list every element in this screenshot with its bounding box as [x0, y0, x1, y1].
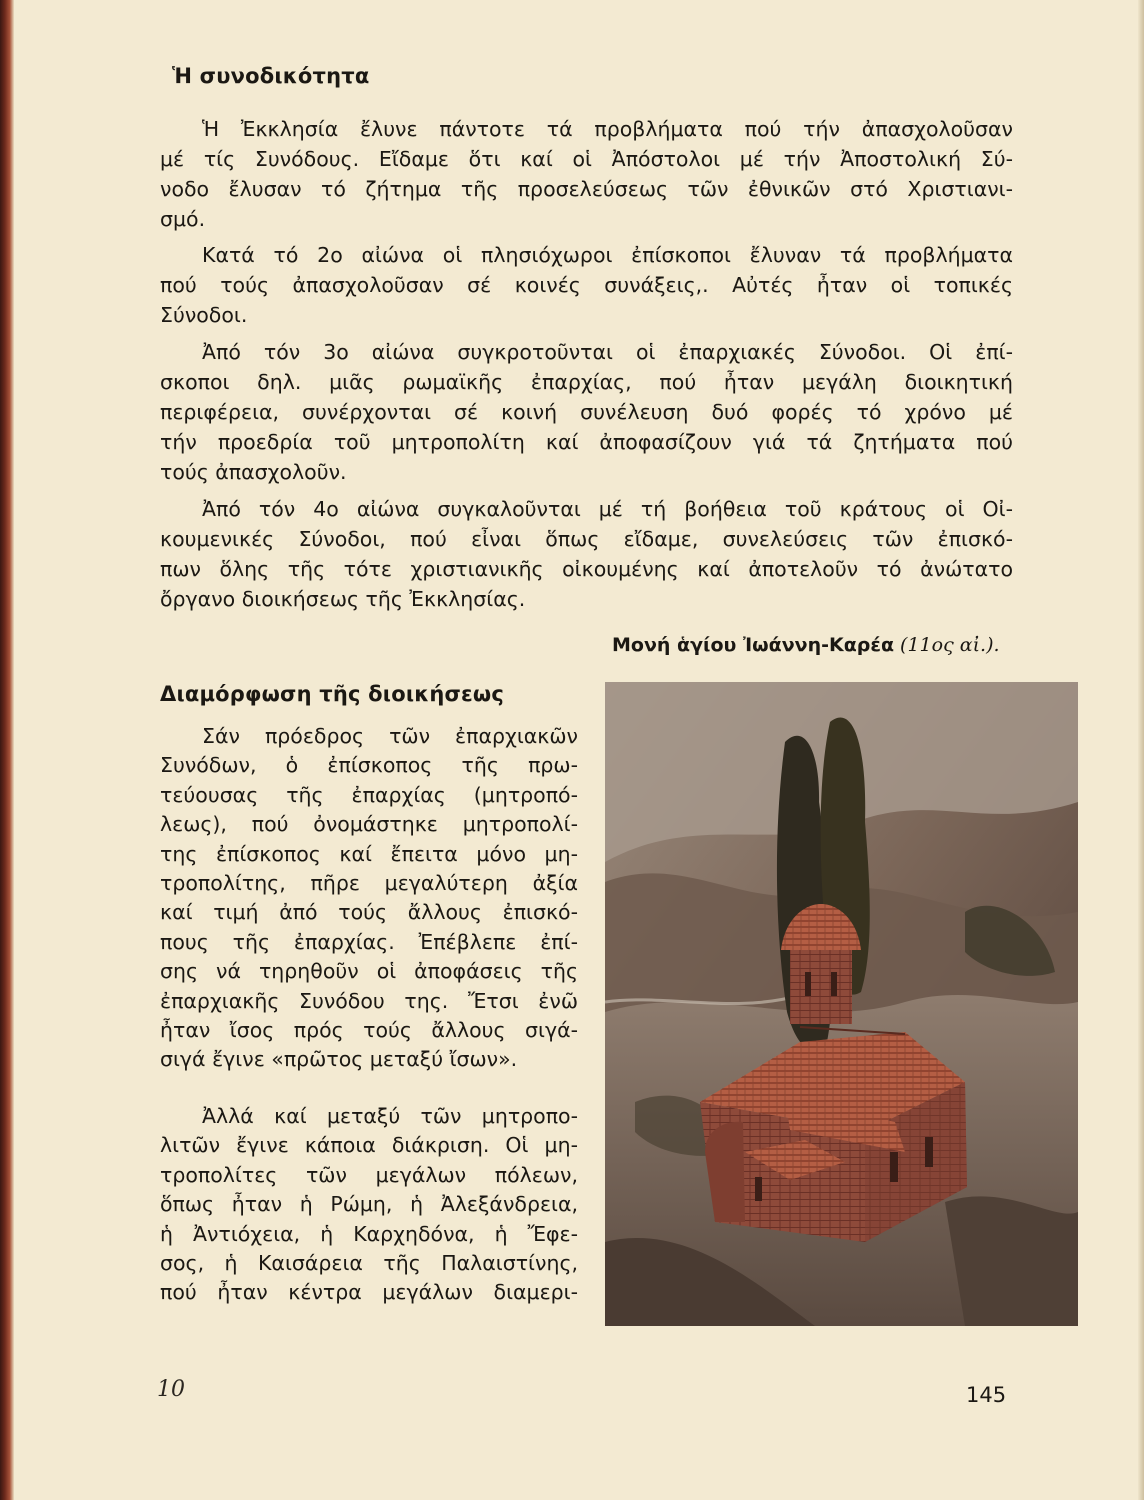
text-line: λεως), πού ὀνομάστηκε μητροπολί-: [160, 812, 578, 837]
page-edge-left: [0, 0, 14, 1500]
monastery-photo: [605, 682, 1078, 1326]
page-edge-right: [1138, 0, 1144, 1500]
text-line: πων ὅλης τῆς τότε χριστιανικῆς οἰκουμένης καί ἀποτελοῦν τό ἀνώτατο: [160, 557, 1013, 581]
caption-title: Μονή ἁγίου Ἰωάννη-Καρέα: [612, 634, 894, 656]
section-heading-synodality: Ἡ συνοδικότητα: [172, 64, 370, 88]
text-line: σιγά ἔγινε «πρῶτος μεταξύ ἴσων».: [160, 1047, 518, 1072]
paragraph-5: [160, 722, 578, 1075]
text-line: κουμενικές Σύνοδοι, πού εἶναι ὅπως εἴδαμε, συνελεύσεις τῶν ἐπισκό-: [160, 527, 1013, 551]
text-line: ὅπως ἦταν ἡ Ρώμη, ἡ Ἀλεξάνδρεια,: [160, 1192, 578, 1217]
paragraph-3: [160, 337, 1013, 487]
text-line: σης νά τηρηθοῦν οἱ ἀποφάσεις τῆς: [160, 959, 578, 984]
paragraph-2: [160, 240, 1013, 330]
text-line: τροπολίτες τῶν μεγάλων πόλεων,: [160, 1162, 578, 1187]
text-line: πού τούς ἀπασχολοῦσαν σέ κοινές συνάξεις,. Αὐτές ἦταν οἱ τοπικές: [160, 273, 1013, 297]
text-line: ἡ Ἀντιόχεια, ἡ Καρχηδόνα, ἡ Ἔφε-: [160, 1221, 578, 1246]
text-line: πους τῆς ἐπαρχίας. Ἐπέβλεπε ἐπί-: [160, 929, 578, 954]
paragraph-1: [160, 114, 1013, 234]
text-line: σμό.: [160, 207, 206, 231]
text-line: τήν προεδρία τοῦ μητροπολίτη καί ἀποφασίζουν γιά τά ζητήματα πού: [160, 430, 1013, 454]
text-line: τεύουσας τῆς ἐπαρχίας (μητροπό-: [160, 782, 578, 807]
text-line: Ἀπό τόν 3ο αἰώνα συγκροτοῦνται οἱ ἐπαρχιακές Σύνοδοι. Οἱ ἐπί-: [202, 340, 1013, 364]
paragraph-4: [160, 494, 1013, 614]
text-line: ἐπαρχιακῆς Συνόδου της. Ἔτσι ἐνῶ: [160, 988, 578, 1013]
caption-date: (11ος αἰ.).: [900, 634, 1000, 656]
text-line: Ἀλλά καί μεταξύ τῶν μητροπο-: [202, 1104, 578, 1128]
text-line: ἦταν ἴσος πρός τούς ἄλλους σιγά-: [160, 1018, 578, 1043]
text-line: σος, ἡ Καισάρεια τῆς Παλαιστίνης,: [160, 1251, 578, 1276]
text-line: Ἡ Ἐκκλησία ἔλυνε πάντοτε τά προβλήματα πού τήν ἀπασχολοῦσαν: [202, 117, 1013, 141]
text-line: λιτῶν ἔγινε κάποια διάκριση. Οἱ μη-: [160, 1133, 578, 1158]
text-line: Σάν πρόεδρος τῶν ἐπαρχιακῶν: [202, 724, 578, 748]
text-line: της ἐπίσκοπος καί ἔπειτα μόνο μη-: [160, 841, 578, 866]
text-line: μέ τίς Συνόδους. Εἴδαμε ὅτι καί οἱ Ἀπόστολοι μέ τήν Ἀποστολική Σύ-: [160, 147, 1013, 171]
text-line: περιφέρεια, συνέρχονται σέ κοινή συνέλευση δυό φορές τό χρόνο μέ: [160, 400, 1013, 424]
page-number: 145: [966, 1383, 1007, 1407]
text-line: τούς ἀπασχολοῦν.: [160, 460, 347, 484]
paragraph-6: [160, 1102, 578, 1308]
text-line: Ἀπό τόν 4ο αἰώνα συγκαλοῦνται μέ τή βοήθεια τοῦ κράτους οἱ Οἰ-: [202, 497, 1013, 521]
text-line: Κατά τό 2ο αἰώνα οἱ πλησιόχωροι ἐπίσκοποι ἔλυναν τά προβλήματα: [202, 243, 1013, 267]
text-line: καί τιμή ἀπό τούς ἄλλους ἐπισκό-: [160, 900, 578, 925]
text-line: πού ἦταν κέντρα μεγάλων διαμερι-: [160, 1280, 578, 1305]
photo-caption: [612, 634, 1000, 656]
text-line: σκοποι δηλ. μιᾶς ρωμαϊκῆς ἐπαρχίας, πού ἦταν μεγάλη διοικητική: [160, 370, 1013, 394]
text-line: ὄργανο διοικήσεως τῆς Ἐκκλησίας.: [160, 587, 526, 611]
monastery-church-illustration: [605, 682, 1078, 1326]
folio-left: 10: [157, 1377, 185, 1402]
text-line: νοδο ἔλυσαν τό ζήτημα τῆς προσελεύσεως τῶν ἐθνικῶν στό Χριστιανι-: [160, 177, 1013, 201]
text-line: Σύνοδοι.: [160, 303, 248, 327]
section-heading-administration: Διαμόρφωση τῆς διοικήσεως: [160, 682, 505, 706]
text-line: τροπολίτης, πῆρε μεγαλύτερη ἀξία: [160, 871, 578, 896]
text-line: Συνόδων, ὁ ἐπίσκοπος τῆς πρω-: [160, 753, 578, 778]
